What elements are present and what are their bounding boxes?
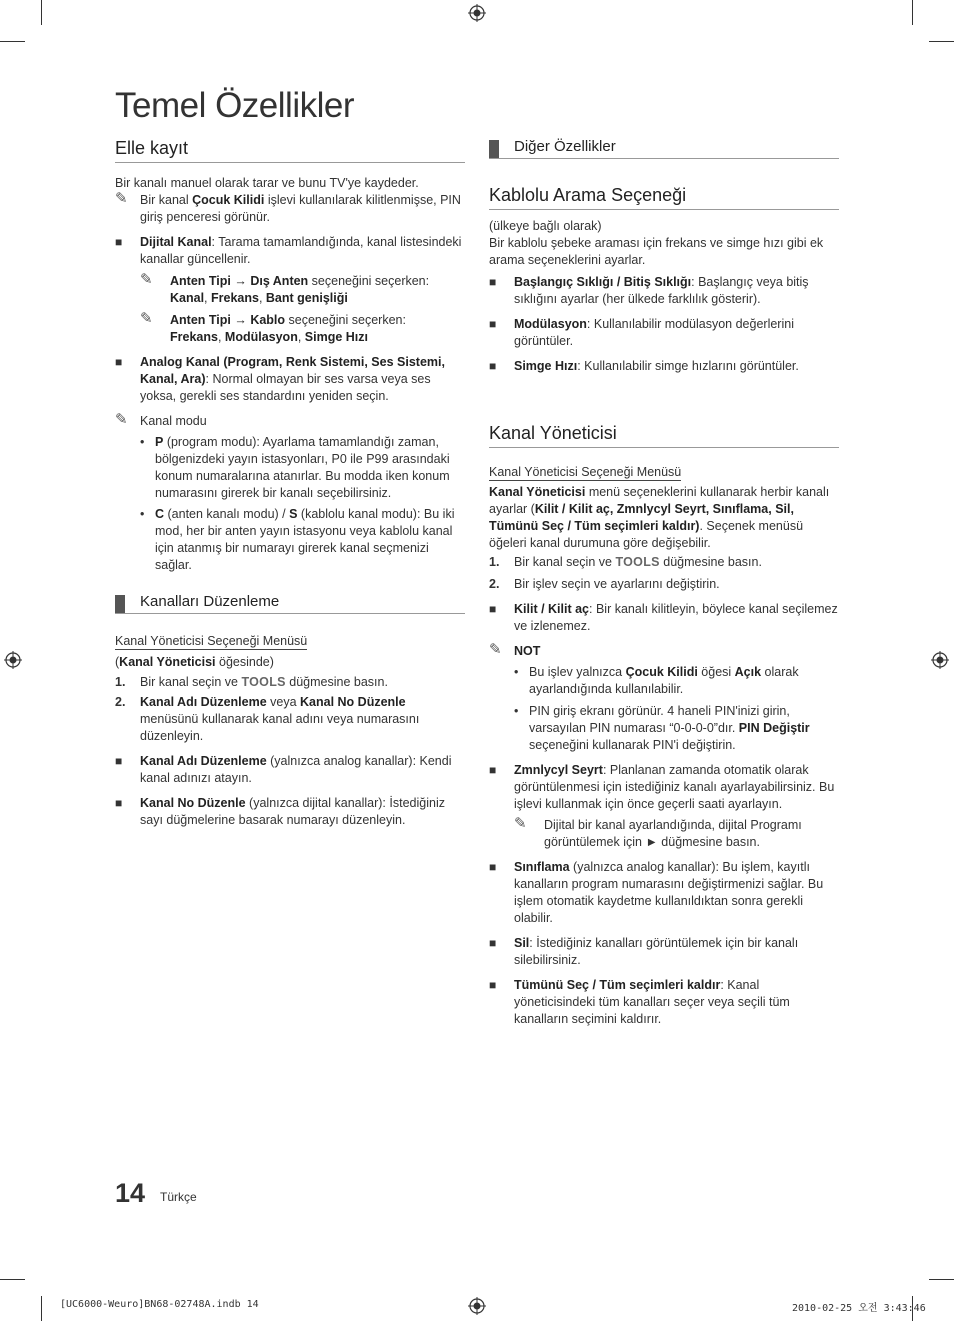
step-2: 2. Bir işlev seçin ve ayarlarını değiştirin. — [489, 577, 720, 591]
subheading-channel-manager-menu: Kanal Yöneticisi Seçeneği Menüsü — [489, 465, 682, 479]
registration-mark-icon — [4, 651, 22, 669]
item-digital-channel: ■ Dijital Kanal: Tarama tamamlandığında, kanal listesindeki kanallar güncellenir. — [115, 235, 462, 266]
square-bullet-icon: ■ — [489, 275, 497, 289]
square-bullet-icon: ■ — [489, 763, 497, 777]
square-bullet-icon: ■ — [489, 978, 497, 992]
registration-mark-icon — [931, 651, 949, 669]
square-bullet-icon: ■ — [115, 235, 123, 249]
section-title-other-features: Diğer Özellikler — [489, 138, 839, 159]
cable-search-intro: Bir kablolu şebeke araması için frekans ve simge hızı gibi ek arama seçeneklerini ayarlar. — [489, 236, 824, 267]
page-language: Türkçe — [160, 1190, 197, 1204]
crop-mark — [929, 41, 954, 42]
crop-mark — [41, 1296, 42, 1321]
channel-manager-intro: Kanal Yöneticisi menü seçeneklerini kullanarak herbir kanalı ayarlar (Kilit / Kilit aç, Zmnlycyl Seyrt, Sınıflama, Sil, Tümünü Seç / Tüm seçimleri kaldır). Seçenek menüsü öğeleri kanal durumuna göre değişebilir. — [489, 485, 830, 550]
section-title-edit-channels: Kanalları Düzenleme — [115, 593, 465, 614]
note-pen-icon: ✎ — [140, 310, 153, 327]
square-bullet-icon: ■ — [115, 796, 123, 810]
square-bullet-icon: ■ — [489, 317, 497, 331]
bullet-c-s-mode: • C (anten kanalı modu) / S (kablolu kanal modu): Bu iki mod, her bir anten yayın istasyonu veya kablolu kanal için atanmış bir numarayı girerek kanal seçmenizi sağlar. — [140, 507, 455, 572]
page-title: Temel Özellikler — [115, 86, 354, 125]
channel-manager-context: (Kanal Yöneticisi öğesinde) — [115, 655, 274, 669]
item-analog-channel: ■ Analog Kanal (Program, Renk Sistemi, Ses Sistemi, Kanal, Ara): Normal olmayan bir ses varsa veya ses yoksa, gerekli ses standardını yeniden seçin. — [115, 355, 445, 403]
item-select-all: ■ Tümünü Seç / Tüm seçimleri kaldır: Kanal yöneticisindeki tüm kanalları seçer veya seçili tüm kanalların seçimini kaldırır. — [489, 978, 790, 1026]
note-bullet-child-lock: • Bu işlev yalnızca Çocuk Kilidi öğesi Açık olarak ayarlandığında kullanılabilir. — [514, 665, 799, 696]
note-pen-icon: ✎ — [489, 641, 502, 658]
dot-bullet-icon: • — [140, 435, 145, 449]
item-modulation: ■ Modülasyon: Kullanılabilir modülasyon değerlerini görüntüler. — [489, 317, 794, 348]
dot-bullet-icon: • — [514, 665, 519, 679]
note-heading: ✎ NOT — [489, 641, 541, 658]
footer-timestamp: 2010-02-25 오전 3:43:46 — [792, 1303, 926, 1314]
square-bullet-icon: ■ — [489, 936, 497, 950]
square-bullet-icon: ■ — [489, 602, 497, 616]
crop-mark — [912, 0, 913, 25]
step-1: 1. Bir kanal seçin ve TOOLS düğmesine basın. — [115, 675, 388, 689]
square-bullet-icon: ■ — [489, 860, 497, 874]
note-bullet-pin: • PIN giriş ekranı görünür. 4 haneli PIN'inizi girin, varsayılan PIN numarası “0-0-0-0”dır. PIN Değiştir seçeneğini kullanarak PIN'i değiştirin. — [514, 704, 810, 752]
note-channel-mode: ✎ Kanal modu — [115, 411, 207, 428]
subheading-channel-manager-menu: Kanal Yöneticisi Seçeneği Menüsü — [115, 634, 308, 648]
dot-bullet-icon: • — [514, 704, 519, 718]
dot-bullet-icon: • — [140, 507, 145, 521]
cable-search-country: (ülkeye bağlı olarak) — [489, 219, 602, 233]
item-channel-number-edit: ■ Kanal No Düzenle (yalnızca dijital kanallar): İstediğiniz sayı düğmelerine basarak numarayı düzenleyin. — [115, 796, 445, 827]
step-2: 2. Kanal Adı Düzenleme veya Kanal No Düzenle menüsünü kullanarak kanal adını veya numarasını düzenleyin. — [115, 695, 420, 743]
step-1: 1. Bir kanal seçin ve TOOLS düğmesine basın. — [489, 555, 762, 569]
item-timer-viewing: ■ Zmnlycyl Seyrt: Planlanan zamanda otomatik olarak görüntülenmesi için istediğiniz kanalı ayarlayabilirsiniz. Bu işlevi kullanmak için önce geçerli saati ayarlayın. — [489, 763, 835, 811]
square-bullet-icon: ■ — [115, 754, 123, 768]
item-sort: ■ Sınıflama (yalnızca analog kanallar): Bu işlem, kayıtlı kanalların program numarasını değiştirmenizi sağlar. Bu işlem otomatik kaydetme kullanıldıktan sonra gerekli olabilir. — [489, 860, 824, 925]
crop-mark — [41, 0, 42, 25]
left-column — [115, 138, 465, 829]
note-digital-program: ✎ Dijital bir kanal ayarlandığında, dijital Programı görüntülemek için ► düğmesine basın. — [514, 815, 802, 849]
square-bullet-icon: ■ — [115, 355, 123, 369]
section-title-cable-search: Kablolu Arama Seçeneği — [489, 185, 839, 210]
section-bar-icon — [115, 595, 125, 613]
crop-mark — [0, 41, 25, 42]
page-number: 14 — [115, 1178, 146, 1208]
section-bar-icon — [489, 140, 499, 158]
registration-mark-icon — [468, 1297, 486, 1315]
square-bullet-icon: ■ — [489, 359, 497, 373]
section-title-channel-manager: Kanal Yöneticisi — [489, 423, 839, 448]
item-channel-name-edit: ■ Kanal Adı Düzenleme (yalnızca analog kanallar): Kendi kanal adınızı atayın. — [115, 754, 452, 785]
section-title-manual-store: Elle kayıt — [115, 138, 465, 163]
item-symbol-rate: ■ Simge Hızı: Kullanılabilir simge hızlarını görüntüler. — [489, 359, 799, 373]
bullet-p-mode: • P (program modu): Ayarlama tamamlandığı zaman, bölgenizdeki yayın istasyonları, P0 ile P99 arasındaki konum numaralarına atanırlar. Bu modda iken konum numarasını girerek bir kanalı seçebilirsiniz. — [140, 435, 450, 500]
footer-file-info: [UC6000-Weuro]BN68-02748A.indb 14 — [60, 1299, 259, 1310]
crop-mark — [0, 1279, 25, 1280]
note-antenna-air: ✎ Anten Tipi → Dış Anten seçeneğini seçerken: Kanal, Frekans, Bant genişliği — [140, 271, 430, 305]
item-delete: ■ Sil: İstediğiniz kanalları görüntülemek için bir kanalı silebilirsiniz. — [489, 936, 799, 967]
crop-mark — [929, 1279, 954, 1280]
item-lock-unlock: ■ Kilit / Kilit aç: Bir kanalı kilitleyin, böylece kanal seçilemez ve izlenemez. — [489, 602, 838, 633]
note-pen-icon: ✎ — [115, 411, 128, 428]
note-pen-icon: ✎ — [115, 190, 128, 207]
note-child-lock: ✎ Bir kanal Çocuk Kilidi işlevi kullanılarak kilitlenmişse, PIN giriş penceresi görünür. — [115, 190, 461, 224]
note-pen-icon: ✎ — [514, 815, 527, 832]
right-column — [489, 138, 839, 1028]
registration-mark-icon — [468, 4, 486, 22]
note-pen-icon: ✎ — [140, 271, 153, 288]
manual-store-intro: Bir kanalı manuel olarak tarar ve bunu TV'ye kaydeder. — [115, 176, 419, 190]
note-antenna-cable: ✎ Anten Tipi → Kablo seçeneğini seçerken: Frekans, Modülasyon, Simge Hızı — [140, 310, 406, 344]
item-start-stop-frequency: ■ Başlangıç Sıklığı / Bitiş Sıklığı: Başlangıç veya bitiş sıklığını ayarlar (her ülkede farklılık gösterir). — [489, 275, 809, 306]
